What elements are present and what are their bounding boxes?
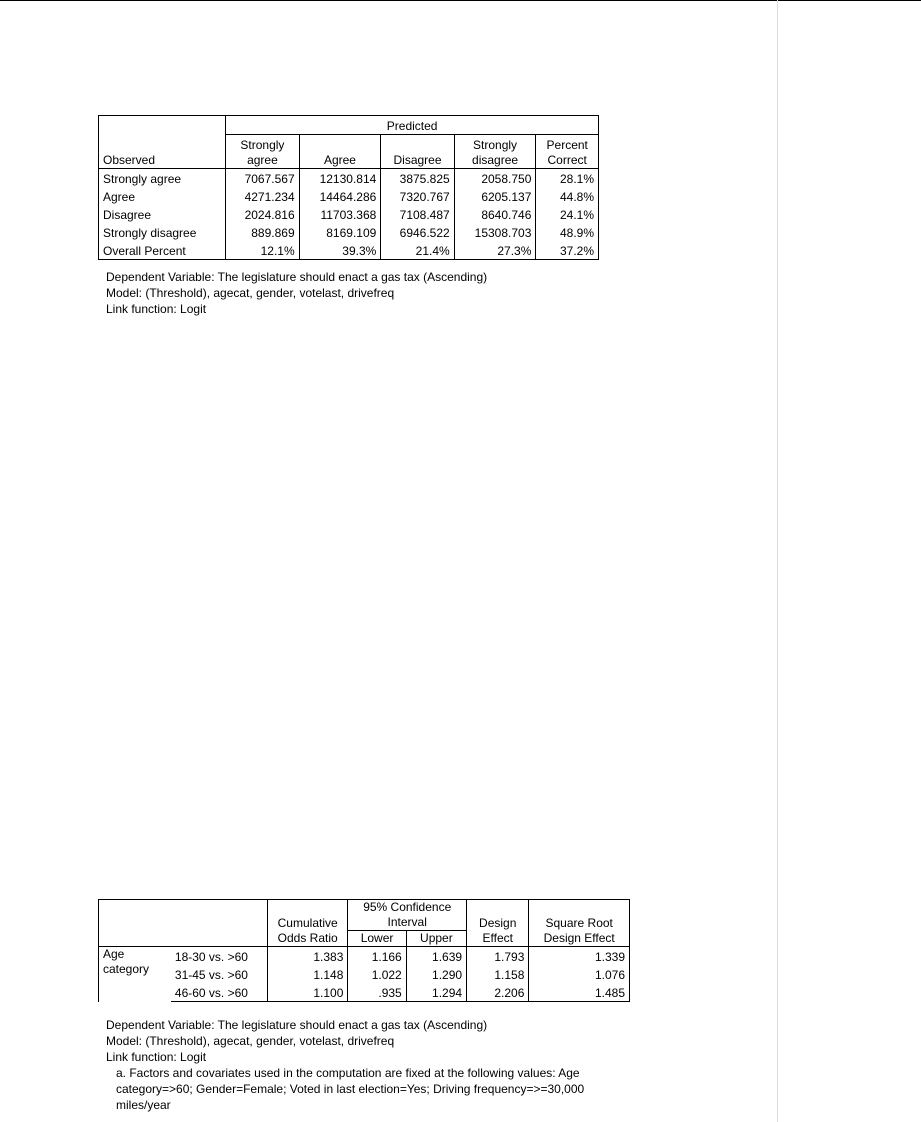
predicted-header: Predicted: [226, 116, 599, 135]
upper-header: Upper: [406, 931, 466, 947]
table-cell: 28.1%: [536, 169, 599, 188]
table-cell: 1.294: [406, 983, 466, 1002]
table-cell: 1.158: [467, 965, 529, 983]
table-row: [99, 205, 599, 223]
confidence-interval-header: 95% Confidence Interval: [348, 900, 467, 931]
table-cell: 6946.522: [381, 223, 454, 241]
table-cell: 48.9%: [536, 223, 599, 241]
table-cell: 12.1%: [226, 241, 299, 260]
note-line: Model: (Threshold), agecat, gender, votelast, drivefreq: [106, 1034, 395, 1048]
col-header-agree: Agree: [299, 135, 381, 169]
table-row: [99, 983, 630, 1002]
table-cell: 21.4%: [381, 241, 454, 260]
observed-header: Observed: [99, 116, 226, 169]
corner-header: [99, 900, 268, 947]
table-cell: 1.022: [348, 965, 406, 983]
col-header-disagree: Disagree: [381, 135, 454, 169]
table-cell: 1.148: [267, 965, 347, 983]
col-header-strongly-disagree: Strongly disagree: [454, 135, 536, 169]
note-line: Link function: Logit: [106, 302, 207, 316]
table-row: [99, 187, 599, 205]
table-cell: 12130.814: [299, 169, 381, 188]
table-cell: 3875.825: [381, 169, 454, 188]
row-label: 46-60 vs. >60: [171, 983, 268, 1002]
table-cell: 7320.767: [381, 187, 454, 205]
design-effect-header: Design Effect: [467, 900, 529, 947]
table-cell: 7067.567: [226, 169, 299, 188]
table-cell: 37.2%: [536, 241, 599, 260]
classification-notes: [106, 269, 487, 317]
table-cell: .935: [348, 983, 406, 1002]
table-cell: 39.3%: [299, 241, 381, 260]
row-label: 18-30 vs. >60: [171, 947, 268, 966]
table-cell: 1.339: [529, 947, 630, 966]
odds-ratio-notes: [106, 1017, 626, 1113]
row-label: Strongly agree: [99, 169, 226, 188]
table-cell: 4271.234: [226, 187, 299, 205]
table-row: [99, 947, 630, 966]
table-cell: 1.383: [267, 947, 347, 966]
sqrt-design-effect-header: Square Root Design Effect: [529, 900, 630, 947]
col-header-strongly-agree: Strongly agree: [226, 135, 299, 169]
row-label: Overall Percent: [99, 241, 226, 260]
note-line: Dependent Variable: The legislature should enact a gas tax (Ascending): [106, 270, 488, 284]
table-row: [99, 965, 630, 983]
table-cell: 1.485: [529, 983, 630, 1002]
table-cell: 2.206: [467, 983, 529, 1002]
table-cell: 1.793: [467, 947, 529, 966]
note-line: Link function: Logit: [106, 1050, 207, 1064]
table-cell: 15308.703: [454, 223, 536, 241]
top-rule: [0, 0, 921, 1]
table-cell: 7108.487: [381, 205, 454, 223]
note-line: Model: (Threshold), agecat, gender, votelast, drivefreq: [106, 286, 395, 300]
table-cell: 8640.746: [454, 205, 536, 223]
group-label: Age category: [99, 947, 171, 1002]
table-cell: 27.3%: [454, 241, 536, 260]
table-cell: 14464.286: [299, 187, 381, 205]
table-cell: 1.076: [529, 965, 630, 983]
table-cell: 1.290: [406, 965, 466, 983]
table-cell: 11703.368: [299, 205, 381, 223]
footnote-a: a. Factors and covariates used in the computation are fixed at the following values: Age category=>60; Gender=Female; Voted in last election=Yes; Driving frequency=>=30,000 miles/year: [116, 1066, 585, 1112]
row-label: Agree: [99, 187, 226, 205]
table-cell: 2058.750: [454, 169, 536, 188]
odds-ratio-table: [98, 899, 630, 1002]
table-cell: 24.1%: [536, 205, 599, 223]
classification-table: [98, 115, 599, 260]
row-label: 31-45 vs. >60: [171, 965, 268, 983]
table-cell: 2024.816: [226, 205, 299, 223]
cumulative-odds-ratio-header: Cumulative Odds Ratio: [267, 900, 347, 947]
table-cell: 6205.137: [454, 187, 536, 205]
col-header-percent-correct: Percent Correct: [536, 135, 599, 169]
table-cell: 1.639: [406, 947, 466, 966]
table-row: [99, 169, 599, 188]
lower-header: Lower: [348, 931, 406, 947]
page-edge-rule: [777, 0, 778, 1122]
table-row: [99, 223, 599, 241]
table-cell: 1.166: [348, 947, 406, 966]
table-cell: 1.100: [267, 983, 347, 1002]
table-cell: 889.869: [226, 223, 299, 241]
table-cell: 8169.109: [299, 223, 381, 241]
table-row: [99, 241, 599, 260]
row-label: Disagree: [99, 205, 226, 223]
table-cell: 44.8%: [536, 187, 599, 205]
note-line: Dependent Variable: The legislature should enact a gas tax (Ascending): [106, 1018, 488, 1032]
row-label: Strongly disagree: [99, 223, 226, 241]
